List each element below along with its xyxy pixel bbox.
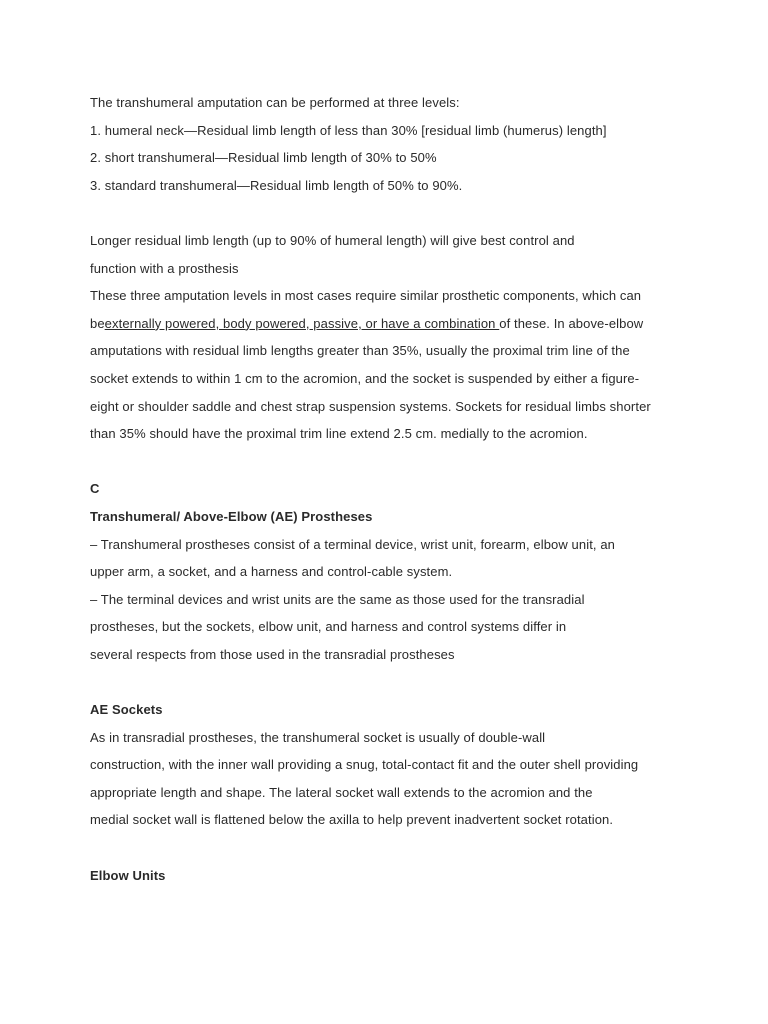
- paragraph-line: prostheses, but the sockets, elbow unit, and harness and control systems differ in: [90, 619, 567, 635]
- paragraph-line: than 35% should have the proximal trim line extend 2.5 cm. medially to the acromion.: [90, 426, 588, 442]
- paragraph-line: several respects from those used in the transradial prostheses: [90, 646, 455, 662]
- paragraph-line: function with a prosthesis: [90, 260, 239, 276]
- paragraph-line: amputations with residual limb lengths greater than 35%, usually the proximal trim line of the: [90, 343, 630, 359]
- paragraph-line: – The terminal devices and wrist units are the same as those used for the transradial: [90, 591, 585, 607]
- paragraph-line: eight or shoulder saddle and chest strap suspension systems. Sockets for residual limbs shorter: [90, 398, 651, 414]
- paragraph-line: medial socket wall is flattened below the axilla to help prevent inadvertent socket rotation.: [90, 812, 614, 828]
- paragraph-gap: [90, 199, 690, 227]
- paragraph-gap: [90, 448, 690, 476]
- paragraph-line: socket extends to within 1 cm to the acromion, and the socket is suspended by either a figure-: [90, 370, 640, 386]
- level-item: 1. humeral neck—Residual limb length of less than 30% [residual limb (humerus) length]: [90, 122, 607, 138]
- paragraph-line: construction, with the inner wall providing a snug, total-contact fit and the outer shell providing: [90, 757, 639, 773]
- text-segment: of these. In above-elbow: [499, 315, 644, 331]
- paragraph-line: Longer residual limb length (up to 90% of humeral length) will give best control and: [90, 232, 575, 248]
- section-title: Transhumeral/ Above-Elbow (AE) Prostheses: [90, 508, 373, 524]
- level-item: 3. standard transhumeral—Residual limb length of 50% to 90%.: [90, 177, 463, 193]
- paragraph-gap: [90, 834, 690, 862]
- document-page: [90, 89, 690, 889]
- section-title: Elbow Units: [90, 867, 166, 883]
- paragraph-line: appropriate length and shape. The lateral socket wall extends to the acromion and the: [90, 784, 593, 800]
- section-title: AE Sockets: [90, 702, 163, 718]
- paragraph-line: – Transhumeral prostheses consist of a terminal device, wrist unit, forearm, elbow unit, an: [90, 536, 615, 552]
- paragraph-line: upper arm, a socket, and a harness and control-cable system.: [90, 564, 453, 580]
- intro-heading: The transhumeral amputation can be performed at three levels:: [90, 95, 460, 110]
- text-segment: be: [90, 315, 105, 331]
- underlined-phrase: externally powered, body powered, passive, or have a combination: [104, 315, 500, 331]
- level-item: 2. short transhumeral—Residual limb length of 30% to 50%: [90, 150, 437, 166]
- paragraph-line: [90, 310, 690, 338]
- paragraph-line: These three amputation levels in most cases require similar prosthetic components, which can: [90, 288, 642, 304]
- paragraph-line: As in transradial prostheses, the transhumeral socket is usually of double-wall: [90, 729, 546, 745]
- section-letter: C: [90, 481, 100, 497]
- paragraph-gap: [90, 668, 690, 696]
